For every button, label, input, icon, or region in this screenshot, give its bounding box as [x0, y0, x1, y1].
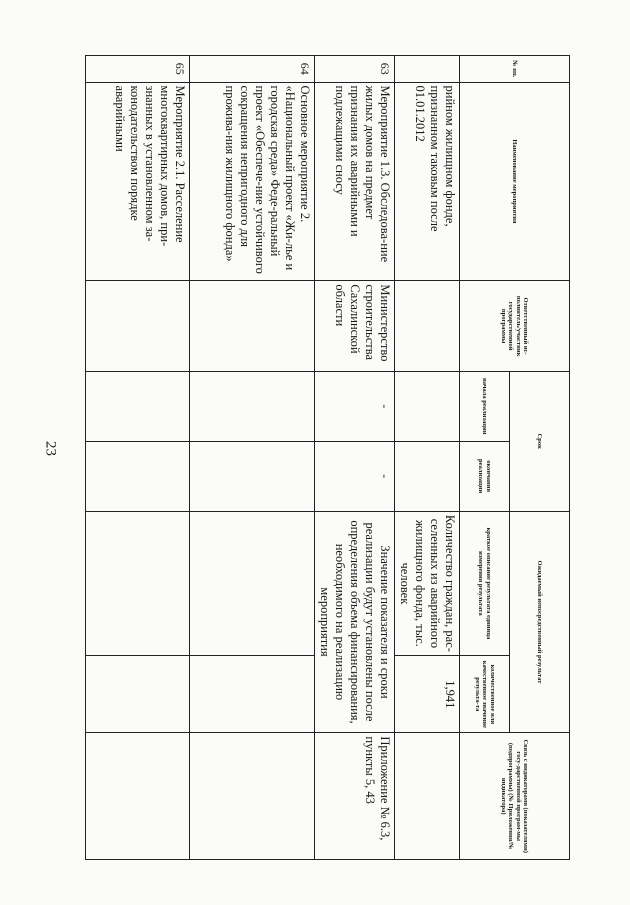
row-end	[395, 441, 460, 511]
row-link	[86, 733, 190, 860]
header-result: Ожидаемый непосредственный результат	[510, 511, 570, 733]
row-link	[395, 733, 460, 860]
row-result-value	[190, 656, 315, 733]
row-responsible: Министерство строительства Сахалинской области	[315, 281, 395, 371]
row-result-desc: Количество граждан, рас-селенных из аварийного жилищного фонда, тыс. человек	[395, 511, 460, 656]
header-name: Наименование мероприятия	[460, 82, 570, 281]
row-start: -	[315, 371, 395, 441]
header-result-value: количественное или качественное значение результа-та	[460, 656, 510, 733]
row-start	[190, 371, 315, 441]
row-end: -	[315, 441, 395, 511]
header-term-end: окончания реализации	[460, 441, 510, 511]
header-term: Срок	[510, 371, 570, 511]
row-result-desc: Значение показателя и сроки реализации будут установлены после определения объема финансирования, необходимого на реализацию мероприятия	[315, 511, 395, 733]
header-term-start: начала реализации	[460, 371, 510, 441]
header-num: № пп.	[460, 56, 570, 83]
row-responsible	[395, 281, 460, 371]
row-name: Основное мероприятие 2. «Национальный проект «Жи-лье и городская среда» Феде-ральный проект «Обеспече-ние устойчивого сокращения непригодного для прожива-ния жилищного фонда»	[190, 82, 315, 281]
row-link: Приложение № 6.3, пункты 5, 43	[315, 733, 395, 860]
row-num: 65	[86, 56, 190, 83]
header-responsible: Ответственный ис-полнитель/участник государственной программы	[460, 281, 570, 371]
document-sheet	[85, 55, 570, 860]
row-responsible	[86, 281, 190, 371]
row-num: 64	[190, 56, 315, 83]
row-link	[190, 733, 315, 860]
row-result-value: 1,941	[395, 656, 460, 733]
row-result-desc	[190, 511, 315, 656]
row-start	[86, 371, 190, 441]
table-row	[86, 56, 190, 860]
table-row	[315, 56, 395, 860]
row-start	[395, 371, 460, 441]
header-link: Связь с индикаторами (показателями) госу-дарственной програм-мы (подпрограммы) (№ Приложения/№ индикатора)	[460, 733, 570, 860]
row-name: рийном жилищном фонде, признанном таковым после 01.01.2012	[395, 82, 460, 281]
row-result-desc	[86, 511, 190, 656]
row-result-value	[86, 656, 190, 733]
table-row	[395, 56, 460, 860]
row-num	[395, 56, 460, 83]
header-result-desc: краткое описание результата единица измерения результата	[460, 511, 510, 656]
row-name: Мероприятие 1.3. Обследова-ние жилых домов на предмет признания их аварийными и подлежащими сносу	[315, 82, 395, 281]
table-row	[190, 56, 315, 860]
row-end	[190, 441, 315, 511]
measures-table	[85, 55, 570, 860]
row-name: Мероприятие 2.1. Расселение многоквартирных домов, при-знанных в установленном за-конодательством порядке аварийными	[86, 82, 190, 281]
page-number: 23	[42, 441, 59, 456]
row-end	[86, 441, 190, 511]
row-num: 63	[315, 56, 395, 83]
row-responsible	[190, 281, 315, 371]
